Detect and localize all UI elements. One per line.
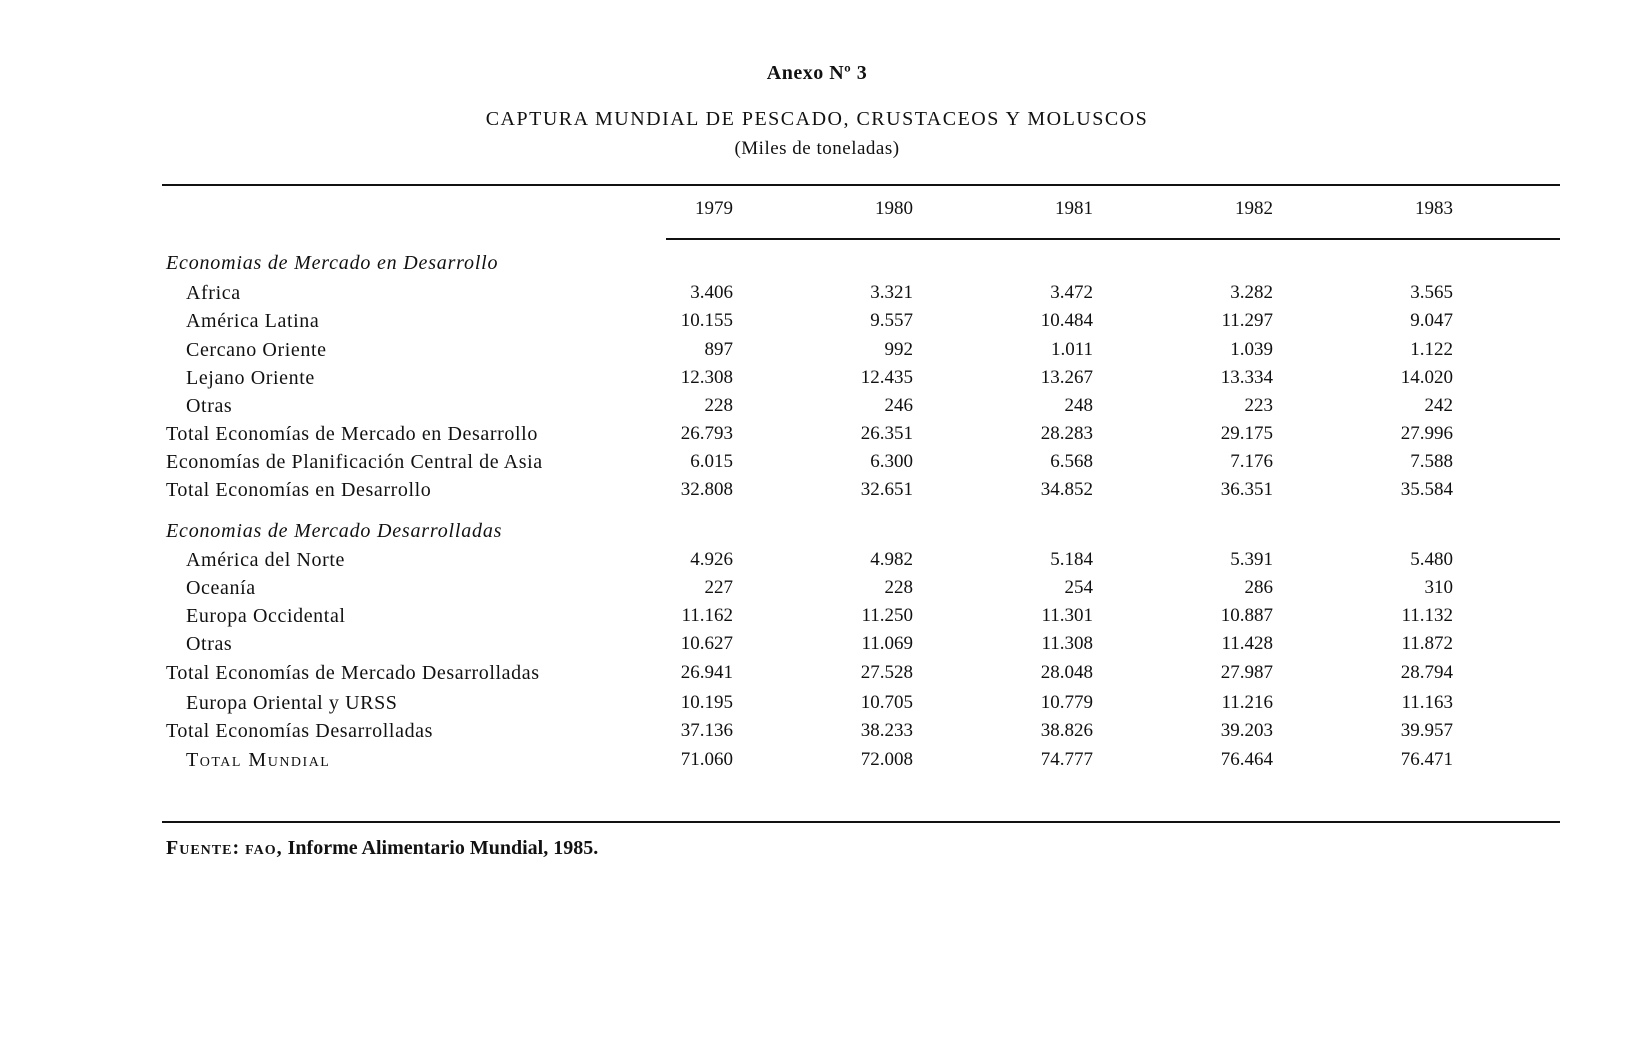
value-cell: 3.472 [1050, 282, 1093, 303]
row-label: Cercano Oriente [186, 339, 327, 361]
row-label: Total Economías de Mercado Desarrolladas [166, 662, 540, 684]
value-cell: 10.887 [1220, 605, 1273, 626]
value-cell: 11.297 [1221, 310, 1273, 331]
value-cell: 9.047 [1410, 310, 1453, 331]
value-cell: 32.808 [680, 479, 733, 500]
value-cell: 246 [884, 395, 913, 416]
value-cell: 11.132 [1401, 605, 1453, 626]
value-cell: 228 [884, 577, 913, 598]
value-cell: 10.155 [680, 310, 733, 331]
value-cell: 5.391 [1230, 549, 1273, 570]
value-cell: 39.957 [1400, 720, 1453, 741]
value-cell: 5.184 [1050, 549, 1093, 570]
row-label: América Latina [186, 310, 320, 332]
value-cell: 242 [1424, 395, 1453, 416]
value-cell: 248 [1064, 395, 1093, 416]
value-cell: 1.011 [1050, 339, 1093, 360]
row-label: Europa Occidental [186, 605, 346, 627]
value-cell: 11.872 [1401, 633, 1453, 654]
value-cell: 897 [704, 339, 733, 360]
value-cell: 992 [884, 339, 913, 360]
row-label: Africa [186, 282, 241, 304]
value-cell: 4.982 [870, 549, 913, 570]
value-cell: 12.308 [680, 367, 733, 388]
value-cell: 6.568 [1050, 451, 1093, 472]
value-cell: 5.480 [1410, 549, 1453, 570]
year-header-row [0, 198, 1634, 222]
value-cell: 37.136 [680, 720, 733, 741]
section-header-row [0, 252, 1634, 280]
value-cell: 3.565 [1410, 282, 1453, 303]
header-rule [666, 238, 1560, 240]
top-rule [162, 184, 1560, 186]
row-label: Total Economías Desarrolladas [166, 720, 434, 742]
source-note [166, 837, 598, 860]
value-cell: 11.428 [1221, 633, 1273, 654]
year-header: 1979 [695, 198, 733, 219]
source-org: fao, [245, 837, 283, 859]
value-cell: 32.651 [860, 479, 913, 500]
row-label: Economias de Mercado Desarrolladas [166, 520, 503, 542]
row-label: Otras [186, 395, 233, 417]
table-row [0, 633, 1634, 661]
value-cell: 10.779 [1040, 692, 1093, 713]
table-row [0, 423, 1634, 451]
value-cell: 28.283 [1040, 423, 1093, 444]
bottom-rule [162, 821, 1560, 823]
value-cell: 13.334 [1220, 367, 1273, 388]
value-cell: 3.321 [870, 282, 913, 303]
year-header: 1982 [1235, 198, 1273, 219]
table-row [0, 577, 1634, 605]
value-cell: 6.300 [870, 451, 913, 472]
value-cell: 1.122 [1410, 339, 1453, 360]
value-cell: 6.015 [690, 451, 733, 472]
section-header-row [0, 520, 1634, 548]
value-cell: 12.435 [860, 367, 913, 388]
value-cell: 27.996 [1400, 423, 1453, 444]
value-cell: 11.301 [1041, 605, 1093, 626]
value-cell: 228 [704, 395, 733, 416]
value-cell: 13.267 [1040, 367, 1093, 388]
source-text: Informe Alimentario Mundial, 1985. [287, 837, 599, 859]
value-cell: 10.195 [680, 692, 733, 713]
table-row [0, 339, 1634, 367]
year-header: 1983 [1415, 198, 1453, 219]
value-cell: 286 [1244, 577, 1273, 598]
table-row [0, 367, 1634, 395]
value-cell: 76.471 [1400, 749, 1453, 770]
value-cell: 3.406 [690, 282, 733, 303]
value-cell: 1.039 [1230, 339, 1273, 360]
value-cell: 26.351 [860, 423, 913, 444]
row-label: Oceanía [186, 577, 256, 599]
value-cell: 3.282 [1230, 282, 1273, 303]
table-row [0, 692, 1634, 720]
table-row [0, 282, 1634, 310]
table-row [0, 479, 1634, 507]
value-cell: 36.351 [1220, 479, 1273, 500]
value-cell: 11.250 [861, 605, 913, 626]
row-label: Total Mundial [186, 749, 331, 771]
value-cell: 4.926 [690, 549, 733, 570]
value-cell: 39.203 [1220, 720, 1273, 741]
value-cell: 9.557 [870, 310, 913, 331]
table-row [0, 605, 1634, 633]
value-cell: 14.020 [1400, 367, 1453, 388]
value-cell: 7.588 [1410, 451, 1453, 472]
value-cell: 11.308 [1041, 633, 1093, 654]
table-row [0, 310, 1634, 338]
row-label: Europa Oriental y URSS [186, 692, 398, 714]
value-cell: 11.163 [1401, 692, 1453, 713]
row-label: Economias de Mercado en Desarrollo [166, 252, 499, 274]
value-cell: 26.941 [680, 662, 733, 683]
table-row [0, 395, 1634, 423]
value-cell: 10.484 [1040, 310, 1093, 331]
value-cell: 34.852 [1040, 479, 1093, 500]
value-cell: 72.008 [860, 749, 913, 770]
year-header: 1980 [875, 198, 913, 219]
value-cell: 76.464 [1220, 749, 1273, 770]
value-cell: 27.987 [1220, 662, 1273, 683]
value-cell: 310 [1424, 577, 1453, 598]
year-header: 1981 [1055, 198, 1093, 219]
row-label: América del Norte [186, 549, 346, 571]
value-cell: 38.233 [860, 720, 913, 741]
value-cell: 26.793 [680, 423, 733, 444]
value-cell: 10.627 [680, 633, 733, 654]
value-cell: 74.777 [1040, 749, 1093, 770]
table-row [0, 662, 1634, 690]
value-cell: 29.175 [1220, 423, 1273, 444]
annex-number: Anexo Nº 3 [766, 62, 868, 84]
row-label: Total Economías de Mercado en Desarrollo [166, 423, 538, 445]
value-cell: 11.216 [1221, 692, 1273, 713]
row-label: Total Economías en Desarrollo [166, 479, 432, 501]
value-cell: 28.794 [1400, 662, 1453, 683]
table-row [0, 720, 1634, 748]
value-cell: 227 [704, 577, 733, 598]
value-cell: 71.060 [680, 749, 733, 770]
table-row [0, 451, 1634, 479]
value-cell: 38.826 [1040, 720, 1093, 741]
table-row [0, 549, 1634, 577]
row-label: Lejano Oriente [186, 367, 315, 389]
value-cell: 7.176 [1230, 451, 1273, 472]
value-cell: 11.162 [681, 605, 733, 626]
value-cell: 223 [1244, 395, 1273, 416]
value-cell: 28.048 [1040, 662, 1093, 683]
table-row [0, 749, 1634, 777]
value-cell: 35.584 [1400, 479, 1453, 500]
table-subtitle: (Miles de toneladas) [734, 138, 900, 159]
value-cell: 254 [1064, 577, 1093, 598]
row-label: Otras [186, 633, 233, 655]
value-cell: 10.705 [860, 692, 913, 713]
table-title: CAPTURA MUNDIAL DE PESCADO, CRUSTACEOS Y MOLUSCOS [485, 108, 1149, 130]
row-label: Economías de Planificación Central de Asia [166, 451, 543, 473]
source-prefix: Fuente: [166, 837, 241, 859]
value-cell: 11.069 [861, 633, 913, 654]
value-cell: 27.528 [860, 662, 913, 683]
